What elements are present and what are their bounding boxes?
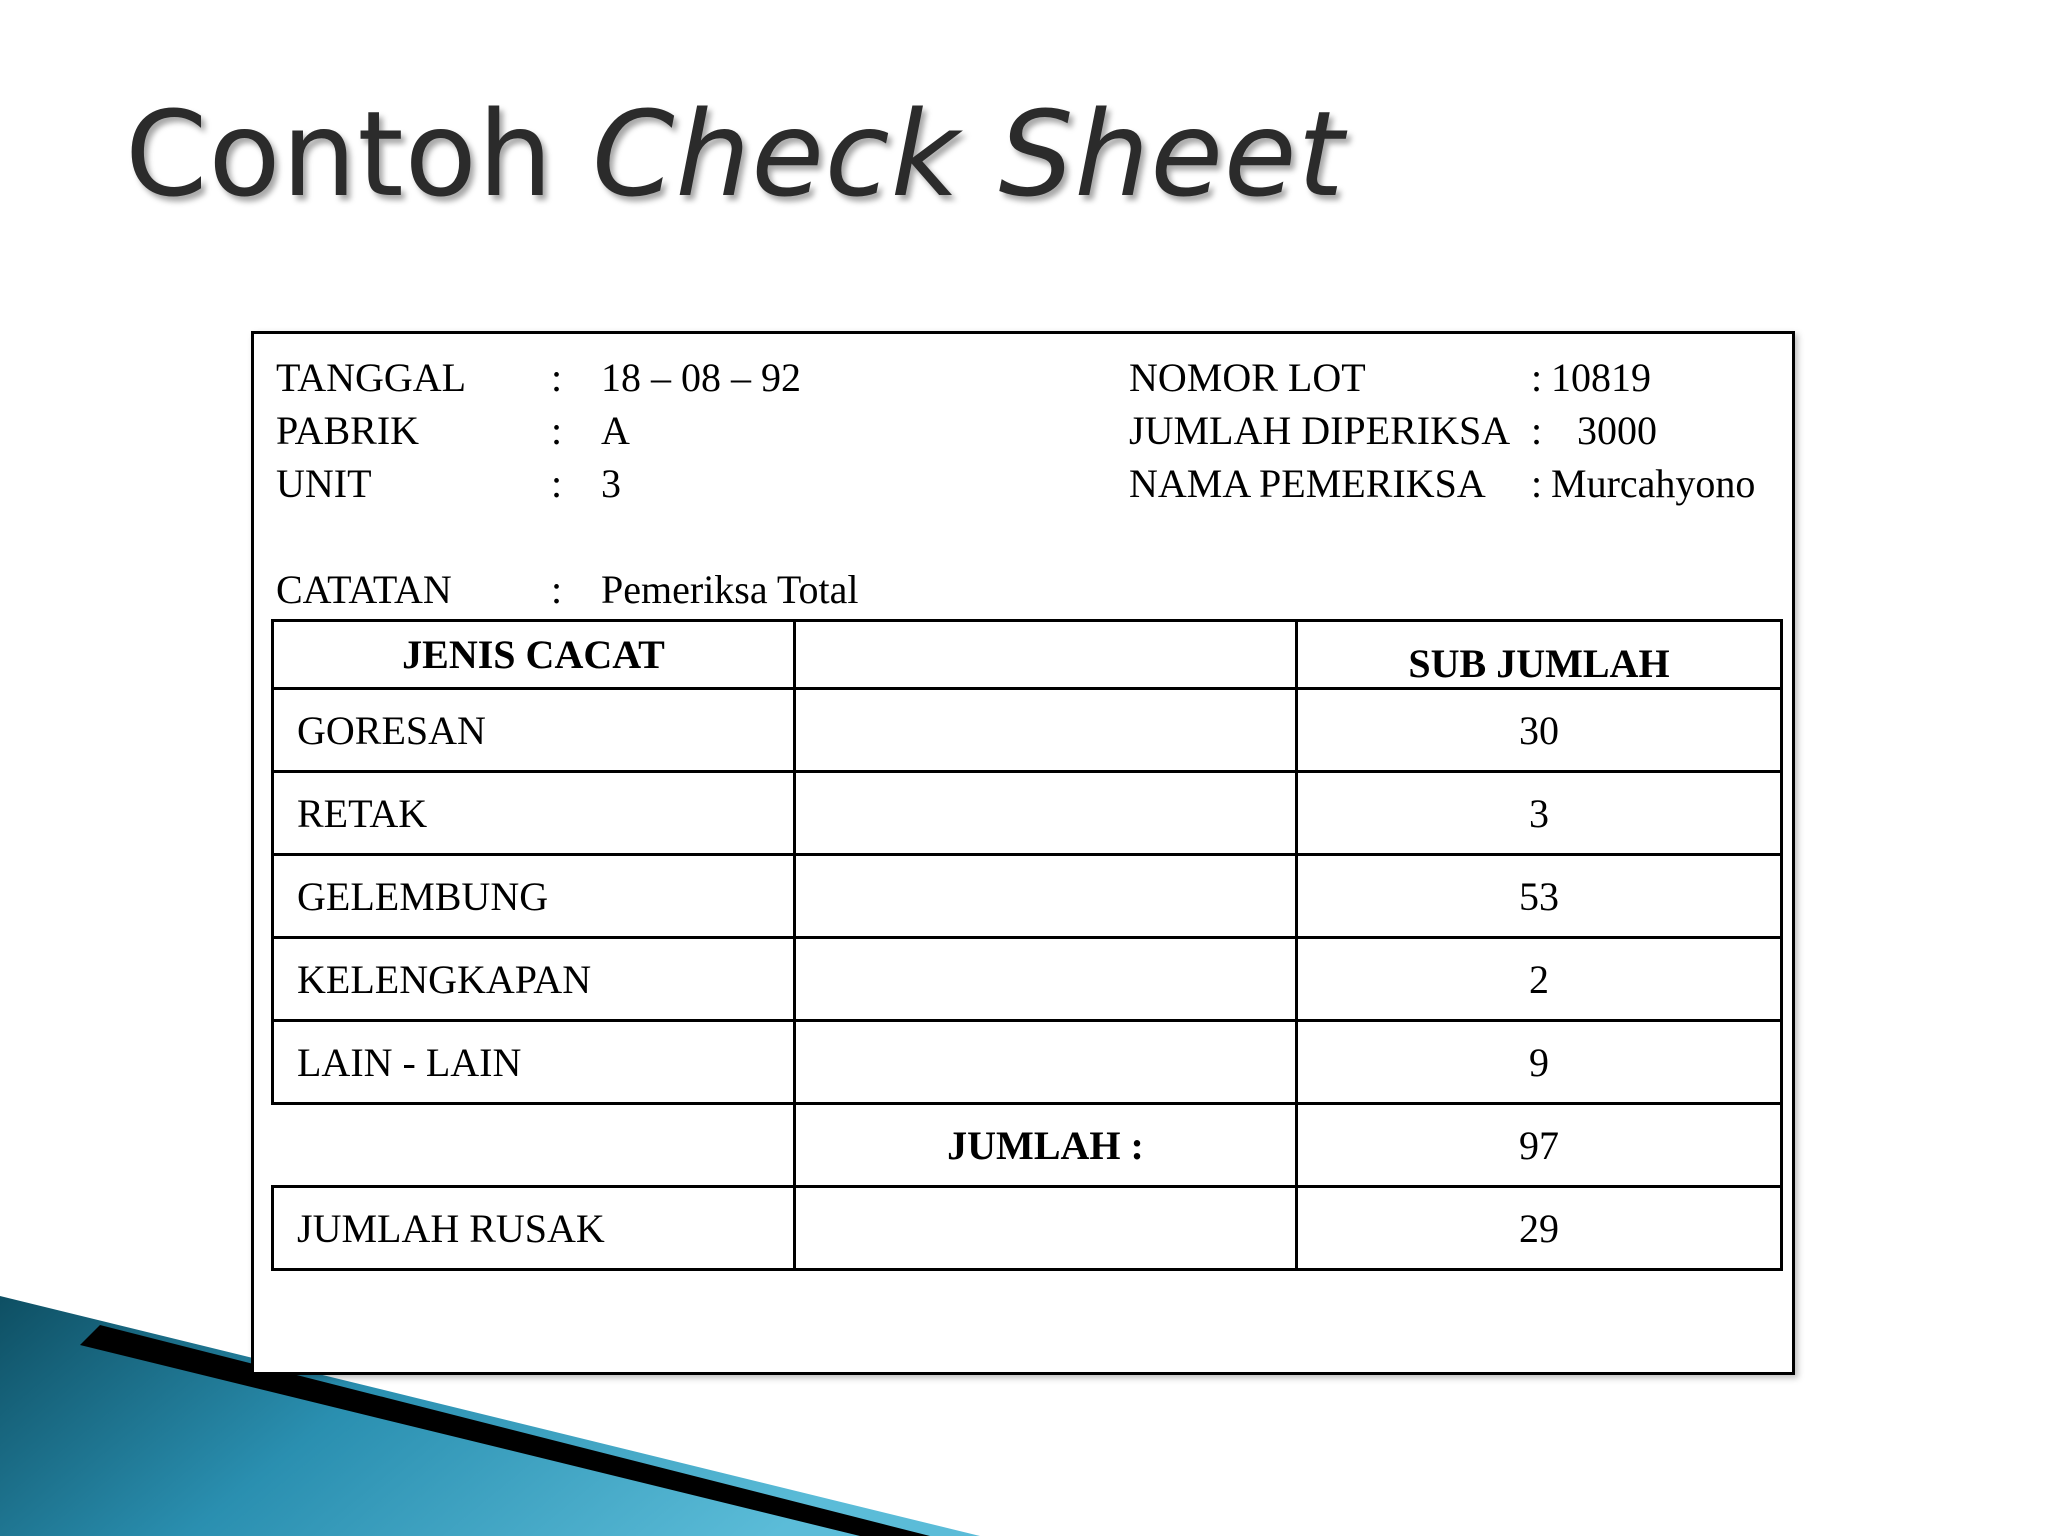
slide-title	[125, 85, 1345, 223]
info-sep: :	[551, 408, 563, 453]
title-italic: Check Sheet	[592, 85, 1345, 223]
damaged-label: JUMLAH RUSAK	[273, 1187, 795, 1270]
defect-type-cell: RETAK	[273, 772, 795, 855]
table-row	[273, 938, 1782, 1021]
subtotal-cell: 30	[1297, 689, 1782, 772]
header-defect-type: JENIS CACAT	[273, 621, 795, 689]
info-sep: :	[1531, 408, 1543, 453]
info-value: 18 – 08 – 92	[601, 355, 801, 400]
info-left	[276, 351, 1076, 510]
info-value: 3000	[1577, 408, 1657, 453]
info-sep: :	[551, 355, 563, 400]
info-value: 10819	[1551, 355, 1651, 400]
info-row-unit	[276, 457, 1076, 510]
info-value: A	[601, 408, 630, 453]
info-value: Murcahyono	[1551, 461, 1756, 506]
header-subtotal: SUB JUMLAH	[1297, 621, 1782, 689]
tally-cell	[795, 689, 1297, 772]
total-blank-cell	[273, 1104, 795, 1187]
title-plain: Contoh	[125, 85, 554, 223]
info-row-date	[276, 351, 1076, 404]
info-sep: :	[1531, 461, 1543, 506]
info-row-inspected	[1129, 404, 1789, 457]
defect-type-cell: GELEMBUNG	[273, 855, 795, 938]
info-sep: :	[1531, 355, 1543, 400]
table-header-row	[273, 621, 1782, 689]
defect-type-cell: GORESAN	[273, 689, 795, 772]
info-label: JUMLAH DIPERIKSA	[1129, 408, 1511, 453]
info-label: NAMA PEMERIKSA	[1129, 461, 1486, 506]
table-row	[273, 1021, 1782, 1104]
tally-cell	[795, 938, 1297, 1021]
defect-type-cell: KELENGKAPAN	[273, 938, 795, 1021]
info-value: 3	[601, 461, 621, 506]
total-row	[273, 1104, 1782, 1187]
info-note	[276, 563, 1076, 616]
info-label: NOMOR LOT	[1129, 355, 1366, 400]
info-sep: :	[551, 567, 563, 612]
table-row	[273, 689, 1782, 772]
info-value: Pemeriksa Total	[601, 567, 859, 612]
info-label: TANGGAL	[276, 355, 467, 400]
subtotal-cell: 9	[1297, 1021, 1782, 1104]
tally-cell	[795, 855, 1297, 938]
total-value: 97	[1297, 1104, 1782, 1187]
info-label: CATATAN	[276, 567, 452, 612]
table-row	[273, 855, 1782, 938]
damaged-value: 29	[1297, 1187, 1782, 1270]
damaged-tally-cell	[795, 1187, 1297, 1270]
info-sep: :	[551, 461, 563, 506]
info-row-inspector	[1129, 457, 1789, 510]
total-label: JUMLAH :	[795, 1104, 1297, 1187]
info-row-note	[276, 563, 1076, 616]
subtotal-cell: 53	[1297, 855, 1782, 938]
info-label: PABRIK	[276, 408, 420, 453]
tally-cell	[795, 772, 1297, 855]
header-tally	[795, 621, 1297, 689]
check-sheet	[251, 331, 1795, 1375]
info-row-lot	[1129, 351, 1789, 404]
defect-table	[271, 619, 1783, 1271]
info-right	[1129, 351, 1789, 510]
info-row-factory	[276, 404, 1076, 457]
info-label: UNIT	[276, 461, 372, 506]
tally-cell	[795, 1021, 1297, 1104]
subtotal-cell: 2	[1297, 938, 1782, 1021]
table-row	[273, 772, 1782, 855]
damaged-row	[273, 1187, 1782, 1270]
defect-type-cell: LAIN - LAIN	[273, 1021, 795, 1104]
subtotal-cell: 3	[1297, 772, 1782, 855]
